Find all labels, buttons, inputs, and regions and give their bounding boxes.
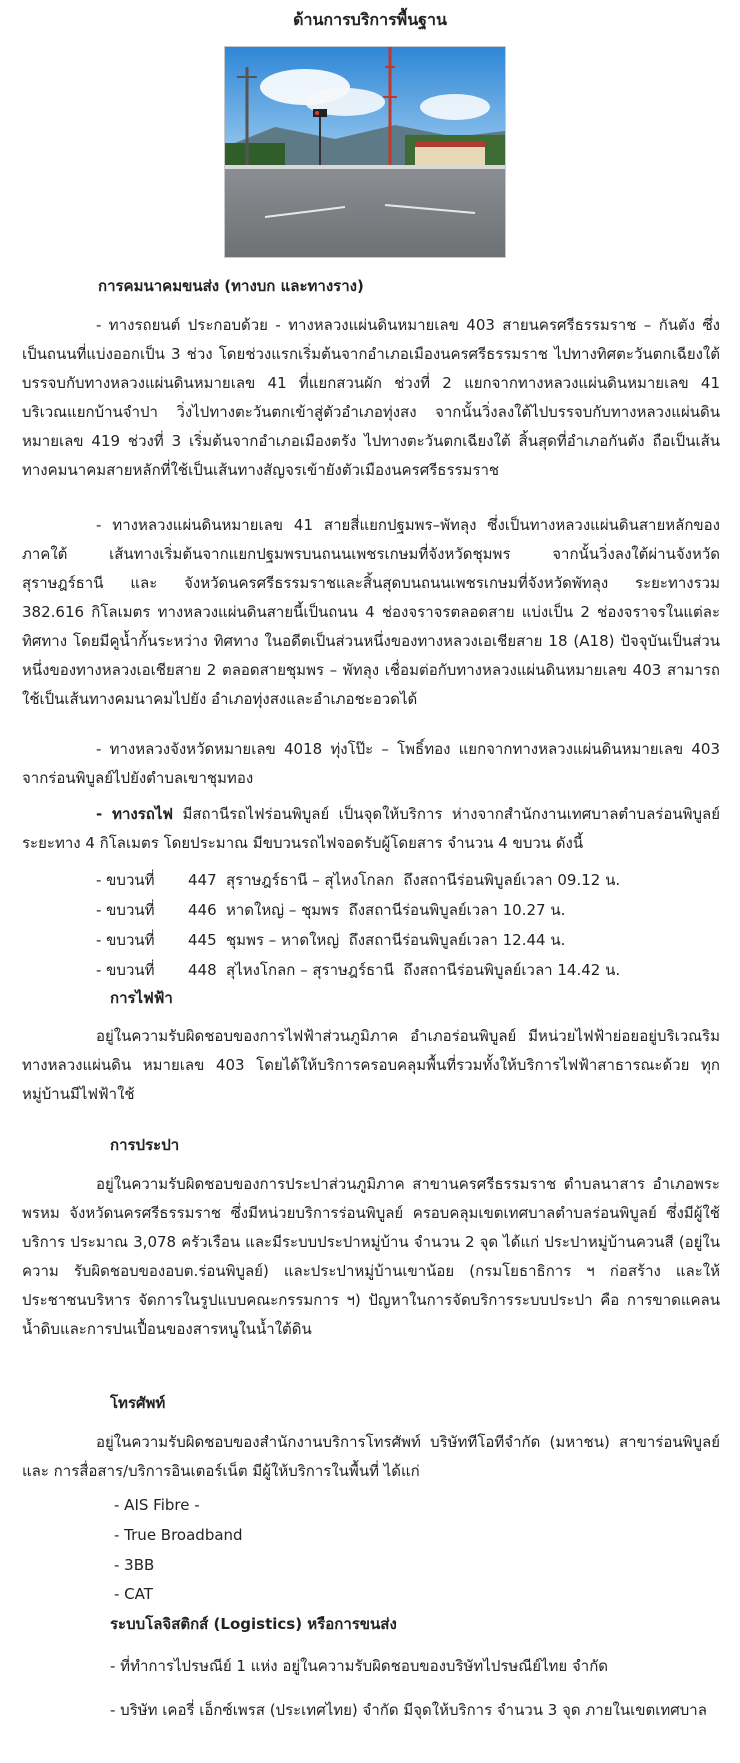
highway-41-text: - ทางหลวงแผ่นดินหมายเลข 41 สายสี่แยกปฐมพร–พัทลุง ซึ่งเป็นทางหลวงแผ่นดินสายหลักของภาคใต้ เส้นทางเริ่มต้นจากแยกปฐมพรบนถนนเพชรเกษมที่จังหวัดชุมพร จากนั้นวิ่งลงใต้ผ่านจังหวัดสุราษฎร์ธานี และ จังหวัดนครศรีธรรมราชและสิ้นสุดบนถนนเพชรเกษมที่จังหวัดพัทลุง ระยะทางรวม 382.616 กิโลเมตร ทางหลวงแผ่นดินสายนี้เป็นถนน 4 ช่องจราจรตลอดสาย แบ่งเป็น 2 ช่องจราจรในแต่ละทิศทาง โดยมีคูน้ำกั้นระหว่าง ทิศทาง ในอดีตเป็นส่วนหนึ่งของทางหลวงเอเชียสาย 18 (A18) ปัจจุบันเป็นส่วนหนึ่งของทางหลวงเอเชียสาย 2 ตลอดสายชุมพร – พัทลุง เชื่อมต่อกับทางหลวงแผ่นดินหมายเลข 403 สามารถใช้เป็นเส้นทางคมนาคมไปยัง อำเภอทุ่งสงและอำเภอชะอวดได้ <box>22 516 720 708</box>
train-route: ชุมพร – หาดใหญ่ <box>226 931 340 949</box>
water-text: อยู่ในความรับผิดชอบของการประปาส่วนภูมิภาค สาขานครศรีธรรมราช ตำบลนาสาร อำเภอพระพรหม จังหวัดนครศรีธรรมราช ซึ่งมีหน่วยบริการร่อนพิบูลย์ ครอบคลุมเขตเทศบาลตำบลร่อนพิบูลย์ ซึ่งมีผู้ใช้บริการ ประมาณ 3,078 ครัวเรือน และมีระบบประปาหมู่บ้าน จำนวน 2 จุด ได้แก่ ประปาหมู่บ้านควนสี (อยู่ในความ รับผิดชอบของอบต.ร่อนพิบูลย์) และประปาหมู่บ้านเขาน้อย (กรมโยธาธิการ ฯ ก่อสร้าง และให้ประชาชนบริหาร จัดการในรูปแบบคณะกรรมการ ฯ) ปัญหาในการจัดบริการระบบประปา คือ การขาดแคลนน้ำดิบและการปนเปื้อนของสารหนูในน้ำใต้ดิน <box>22 1175 720 1338</box>
provider-item: - 3BB <box>114 1556 155 1574</box>
highway-41-paragraph <box>22 511 720 714</box>
page-title: ด้านการบริการพื้นฐาน <box>293 10 447 29</box>
train-row <box>96 898 565 922</box>
provider-item: - True Broadband <box>114 1526 243 1544</box>
train-stop-time: ถึงสถานีร่อนพิบูลย์เวลา 12.44 น. <box>348 931 566 949</box>
train-prefix: - ขบวนที่ <box>96 931 155 949</box>
train-number: 448 <box>188 961 217 979</box>
provider-item: - CAT <box>114 1585 153 1603</box>
train-route: สุไหงโกลก – สุราษฎร์ธานี <box>226 961 394 979</box>
electricity-heading: การไฟฟ้า <box>110 989 173 1007</box>
train-number: 445 <box>188 931 217 949</box>
train-row <box>96 868 620 892</box>
train-route: สุราษฎร์ธานี – สุไหงโกลก <box>226 871 394 889</box>
water-paragraph <box>22 1170 720 1344</box>
logistics-item-text: - บริษัท เคอรี่ เอ็กซ์เพรส (ประเทศไทย) จำกัด มีจุดให้บริการ จำนวน 3 จุด ภายในเขตเทศบาล <box>110 1701 707 1719</box>
road-paragraph <box>22 311 720 485</box>
street-scene-image <box>225 47 505 257</box>
train-row <box>96 928 565 952</box>
rail-label: - ทางรถไฟ <box>96 805 174 823</box>
electricity-paragraph <box>22 1022 720 1109</box>
train-prefix: - ขบวนที่ <box>96 871 155 889</box>
train-stop-time: ถึงสถานีร่อนพิบูลย์เวลา 10.27 น. <box>348 901 566 919</box>
road-text: - ทางรถยนต์ ประกอบด้วย - ทางหลวงแผ่นดินหมายเลข 403 สายนครศรีธรรมราช – กันตัง ซึ่งเป็นถนนที่แบ่งออกเป็น 3 ช่วง โดยช่วงแรกเริ่มต้นจากอำเภอเมืองนครศรีธรรมราช ไปทางทิศตะวันตกเฉียงใต้ บรรจบกับทางหลวงแผ่นดินหมายเลข 41 ที่แยกสวนผัก ช่วงที่ 2 แยกจากทางหลวงแผ่นดินหมายเลข 41 บริเวณแยกบ้านจำปา วิ่งไปทางตะวันตกเข้าสู่ตัวอำเภอทุ่งสง จากนั้นวิ่งลงใต้ไปบรรจบกับทางหลวงแผ่นดินหมายเลข 419 ช่วงที่ 3 เริ่มต้นจากอำเภอเมืองตรัง ไปทางตะวันตกเฉียงใต้ สิ้นสุดที่อำเภอกันตัง ถือเป็นเส้นทางคมนาคมสายหลักที่ใช้เป็นเส้นทางสัญจรเข้ายังตัวเมืองนครศรีธรรมราช <box>22 316 720 479</box>
train-stop-time: ถึงสถานีร่อนพิบูลย์เวลา 14.42 น. <box>403 961 621 979</box>
train-route: หาดใหญ่ – ชุมพร <box>226 901 340 919</box>
train-row <box>96 958 620 982</box>
electricity-text: อยู่ในความรับผิดชอบของการไฟฟ้าส่วนภูมิภาค อำเภอร่อนพิบูลย์ มีหน่วยไฟฟ้าย่อยอยู่บริเวณริมทางหลวงแผ่นดิน หมายเลข 403 โดยได้ให้บริการครอบคลุมพื้นที่รวมทั้งให้บริการไฟฟ้าสาธารณะด้วย ทุกหมู่บ้านมีไฟฟ้าใช้ <box>22 1027 720 1103</box>
rail-text: มีสถานีรถไฟร่อนพิบูลย์ เป็นจุดให้บริการ ห่างจากสำนักงานเทศบาลตำบลร่อนพิบูลย์ ระยะทาง 4 กิโลเมตร โดยประมาณ มีขบวนรถไฟจอดรับผู้โดยสาร จำนวน 4 ขบวน ดังนี้ <box>22 805 720 852</box>
train-stop-time: ถึงสถานีร่อนพิบูลย์เวลา 09.12 น. <box>403 871 621 889</box>
street-photo <box>224 46 506 258</box>
provider-item: - AIS Fibre - <box>114 1496 200 1514</box>
telephone-paragraph <box>22 1428 720 1486</box>
train-number: 446 <box>188 901 217 919</box>
train-number: 447 <box>188 871 217 889</box>
logistics-heading: ระบบโลจิสติกส์ (Logistics) หรือการขนส่ง <box>110 1615 397 1633</box>
train-prefix: - ขบวนที่ <box>96 901 155 919</box>
rail-paragraph <box>22 800 720 858</box>
water-heading: การประปา <box>110 1136 180 1154</box>
train-prefix: - ขบวนที่ <box>96 961 155 979</box>
telephone-heading: โทรศัพท์ <box>110 1394 166 1412</box>
telephone-text: อยู่ในความรับผิดชอบของสำนักงานบริการโทรศัพท์ บริษัททีโอทีจำกัด (มหาชน) สาขาร่อนพิบูลย์และ การสื่อสาร/บริการอินเตอร์เน็ต มีผู้ให้บริการในพื้นที่ ได้แก่ <box>22 1433 720 1480</box>
logistics-item-text: - ที่ทำการไปรษณีย์ 1 แห่ง อยู่ในความรับผิดชอบของบริษัทไปรษณีย์ไทย จำกัด <box>110 1657 609 1675</box>
highway-4018-paragraph <box>22 735 720 793</box>
logistics-item <box>22 1696 720 1725</box>
highway-4018-text: - ทางหลวงจังหวัดหมายเลข 4018 ทุ่งโป๊ะ – โพธิ์ทอง แยกจากทางหลวงแผ่นดินหมายเลข 403 จากร่อนพิบูลย์ไปยังตำบลเขาชุมทอง <box>22 740 720 787</box>
transport-heading: การคมนาคมขนส่ง (ทางบก และทางราง) <box>98 277 364 295</box>
logistics-item <box>22 1652 720 1681</box>
